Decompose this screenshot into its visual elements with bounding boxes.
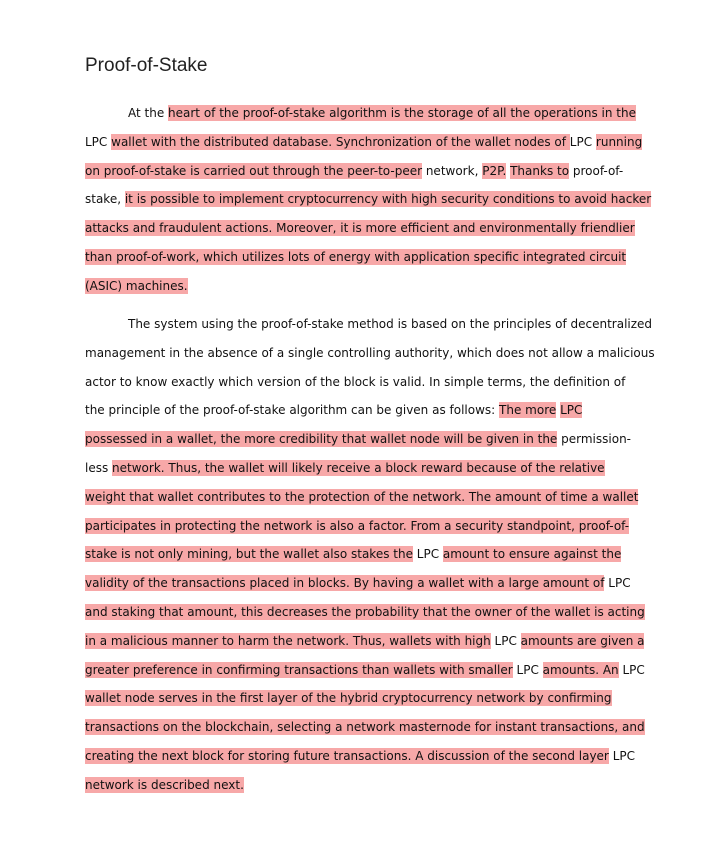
highlighted-text: amounts. An: [542, 662, 619, 677]
highlighted-text: in a malicious manner to harm the network. Thus, wallets with high: [85, 633, 491, 648]
highlighted-text: (ASIC) machines.: [85, 278, 188, 293]
highlighted-text: participates in protecting the network is also a factor. From a security standpoint, proof-of-: [85, 518, 630, 533]
text-line: [85, 718, 645, 736]
highlighted-text: stake is not only mining, but the wallet also stakes the: [85, 547, 413, 562]
text-line: [85, 603, 645, 621]
highlighted-text: weight that wallet contributes to the protection of the network. The amount of time a wallet: [85, 489, 639, 504]
text-line: [85, 632, 644, 650]
text-segment: LPC: [608, 749, 635, 763]
text-segment: At the: [128, 106, 169, 120]
text-line: [85, 219, 635, 237]
text-segment: LPC: [618, 662, 645, 677]
text-segment: less: [85, 461, 113, 475]
text-line: [85, 689, 612, 707]
text-segment: LPC: [569, 134, 596, 149]
text-line: [128, 315, 652, 333]
text-line: [85, 517, 629, 535]
text-segment: actor to know exactly which version of the block is valid. In simple terms, the definition of: [85, 374, 626, 389]
text-line: [85, 430, 631, 448]
text-line: [85, 344, 655, 362]
highlighted-text: attacks and fraudulent actions. Moreover, it is more efficient and environmentally friendlier: [85, 221, 635, 236]
text-line: [85, 277, 188, 295]
text-line: [85, 574, 631, 592]
text-segment: permission-: [557, 432, 632, 447]
highlighted-text: amount to ensure against the: [442, 547, 622, 562]
text-line: [85, 459, 605, 477]
highlighted-text: wallet with the distributed database. Synchronization of the wallet nodes of: [111, 134, 570, 149]
highlighted-text: possessed in a wallet, the more credibility that wallet node will be given in the: [85, 432, 558, 447]
text-line: [128, 104, 636, 122]
text-line: [85, 190, 651, 208]
highlighted-text: heart of the proof-of-stake algorithm is the storage of all the operations in the: [168, 106, 636, 120]
text-segment: stake,: [85, 192, 125, 207]
highlighted-text: P2P.: [482, 163, 507, 178]
text-segment: LPC: [490, 633, 521, 648]
text-line: [85, 373, 625, 391]
text-line: [85, 162, 623, 180]
text-line: [85, 776, 244, 794]
highlighted-text: The more: [499, 403, 557, 418]
highlighted-text: network is described next.: [85, 777, 244, 792]
highlighted-text: wallet node serves in the first layer of the hybrid cryptocurrency network by confirming: [85, 691, 612, 706]
text-line: [85, 248, 626, 266]
text-line: [85, 133, 642, 151]
highlighted-text: amounts are given a: [520, 633, 645, 648]
highlighted-text: than proof-of-work, which utilizes lots of energy with application specific integrated circuit: [85, 250, 627, 264]
text-segment: management in the absence of a single controlling authority, which does not allow a malicious: [85, 345, 655, 360]
text-segment: LPC: [85, 134, 112, 149]
highlighted-text: running: [595, 134, 643, 149]
highlighted-text: on proof-of-stake is carried out through the peer-to-peer: [85, 163, 423, 178]
text-segment: the principle of the proof-of-stake algorithm can be given as follows:: [85, 403, 500, 418]
highlighted-text: greater preference in confirming transactions than wallets with smaller: [85, 662, 513, 677]
text-segment: proof-of-: [569, 163, 624, 178]
page-title: Proof-of-Stake: [85, 55, 208, 76]
highlighted-text: creating the next block for storing future transactions. A discussion of the second layer: [85, 749, 609, 763]
text-line: [85, 488, 638, 506]
highlighted-text: network. Thus, the wallet will likely receive a block reward because of the relative: [112, 461, 605, 475]
highlighted-text: transactions on the blockchain, selecting a network masternode for instant transactions, and: [85, 720, 645, 735]
text-segment: network,: [422, 163, 483, 178]
highlighted-text: LPC: [560, 403, 583, 418]
highlighted-text: and staking that amount, this decreases the probability that the owner of the wallet is acting: [85, 605, 645, 619]
text-segment: LPC: [412, 547, 443, 562]
text-line: [85, 545, 621, 563]
text-segment: LPC: [604, 576, 631, 591]
highlighted-text: Thanks to: [510, 163, 570, 178]
highlighted-text: validity of the transactions placed in blocks. By having a wallet with a large amount of: [85, 576, 605, 591]
text-line: [85, 747, 635, 765]
text-line: [85, 661, 645, 679]
text-segment: LPC: [512, 662, 543, 677]
text-segment: The system using the proof-of-stake method is based on the principles of decentralized: [128, 317, 653, 331]
highlighted-text: it is possible to implement cryptocurrency with high security conditions to avoid hacker: [124, 192, 652, 207]
text-line: [85, 401, 582, 419]
